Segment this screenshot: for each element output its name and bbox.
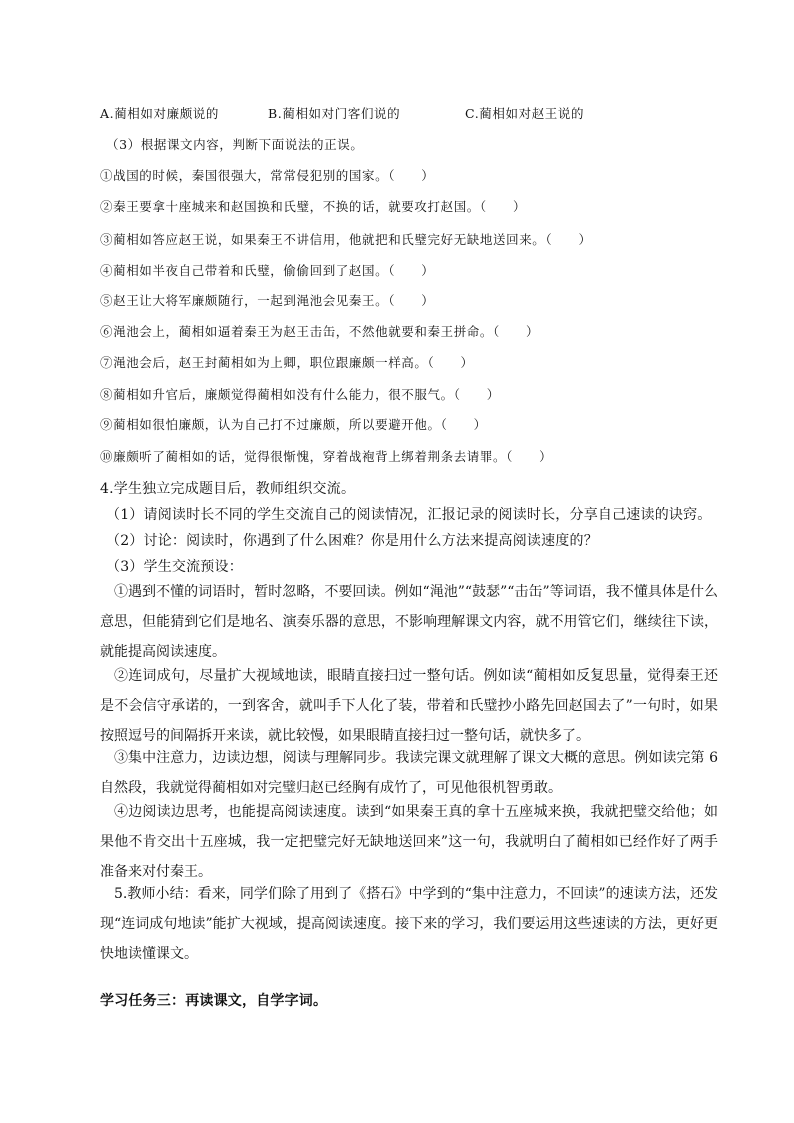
step-4: 4.学生独立完成题目后，教师组织交流。 [100, 481, 356, 497]
judgment-item: ⑥渑池会上，蔺相如逼着秦王为赵王击缶，不然他就要和秦王拼命。（ ） [100, 324, 540, 339]
judgment-item: ⑧蔺相如升官后，廉颇觉得蔺相如没有什么能力，很不服气。（ ） [100, 387, 500, 402]
preset-paragraph-1: ①遇到不懂的词语时，暂时忽略，不要回读。例如“渑池”“鼓瑟”“击缶”等词语，我不懂具体是什么意思，但能猜到它们是地名、演奏乐器的意思，不影响理解课文内容，就不用管它们，继续往下读，就能提高阅读速度。 [100, 584, 718, 660]
task-3-heading: 学习任务三：再读课文，自学字词。 [100, 993, 328, 1009]
judgment-item: ②秦王要拿十座城来和赵国换和氏璧，不换的话，就要攻打赵国。（ ） [100, 199, 527, 214]
option-b: B.蔺相如对门客们说的 [268, 106, 401, 121]
step-4-2: （2）讨论：阅读时，你遇到了什么困难？你是用什么方法来提高阅读速度的？ [106, 533, 598, 549]
preset-paragraph-4: ④边阅读边思考，也能提高阅读速度。读到“如果秦王真的拿十五座城来换，我就把璧交给他；如果他不肯交出十五座城，我一定把璧完好无缺地送回来”这一句，我就明白了蔺相如已经作好了两手准备来对付秦王。 [100, 804, 718, 880]
judgment-item: ⑨蔺相如很怕廉颇，认为自己打不过廉颇，所以要避开他。（ ） [100, 417, 487, 432]
step-4-1: （1）请阅读时长不同的学生交流自己的阅读情况，汇报记录的阅读时长，分享自己速读的诀窍。 [106, 507, 712, 523]
judgment-item: ③蔺相如答应赵王说，如果秦王不讲信用，他就把和氏璧完好无缺地送回来。（ ） [100, 232, 592, 247]
judgment-item: ⑤赵王让大将军廉颇随行，一起到渑池会见秦王。（ ） [100, 293, 435, 308]
preset-paragraph-3: ③集中注意力，边读边想，阅读与理解同步。我读完课文就理解了课文大概的意思。例如读完第 6 自然段，我就觉得蔺相如对完璧归赵已经胸有成竹了，可见他很机智勇敢。 [100, 750, 718, 796]
option-a: A.蔺相如对廉颇说的 [100, 106, 220, 121]
judgment-item: ⑦渑池会后，赵王封蔺相如为上卿，职位跟廉颇一样高。（ ） [100, 355, 474, 370]
judgment-item: ④蔺相如半夜自己带着和氏璧，偷偷回到了赵国。（ ） [100, 263, 435, 278]
judgment-item: ⑩廉颇听了蔺相如的话，觉得很惭愧，穿着战袍背上绑着荆条去请罪。（ ） [100, 449, 553, 464]
option-c: C.蔺相如对赵王说的 [465, 106, 585, 121]
teacher-summary: 5.教师小结：看来，同学们除了用到了《搭石》中学到的“集中注意力，不回读”的速读方法，还发现“连词成句地读”能扩大视域，提高阅读速度。接下来的学习，我们要运用这些速读的方法，更好更快地读懂课文。 [100, 886, 718, 962]
preset-paragraph-2: ②连词成句，尽量扩大视域地读，眼睛直接扫过一整句话。例如读“蔺相如反复思量，觉得秦王还是不会信守承诺的，一到客舍，就叫手下人化了装，带着和氏璧抄小路先回赵国去了”一句时，如果按照逗号的间隔拆开来读，就比较慢，如果眼睛直接扫过一整句话，就快多了。 [100, 668, 718, 744]
question-3-heading: （3）根据课文内容，判断下面说法的正误。 [106, 137, 364, 152]
judgment-item: ①战国的时候，秦国很强大，常常侵犯别的国家。（ ） [100, 168, 435, 183]
step-4-3: （3）学生交流预设： [106, 559, 243, 575]
